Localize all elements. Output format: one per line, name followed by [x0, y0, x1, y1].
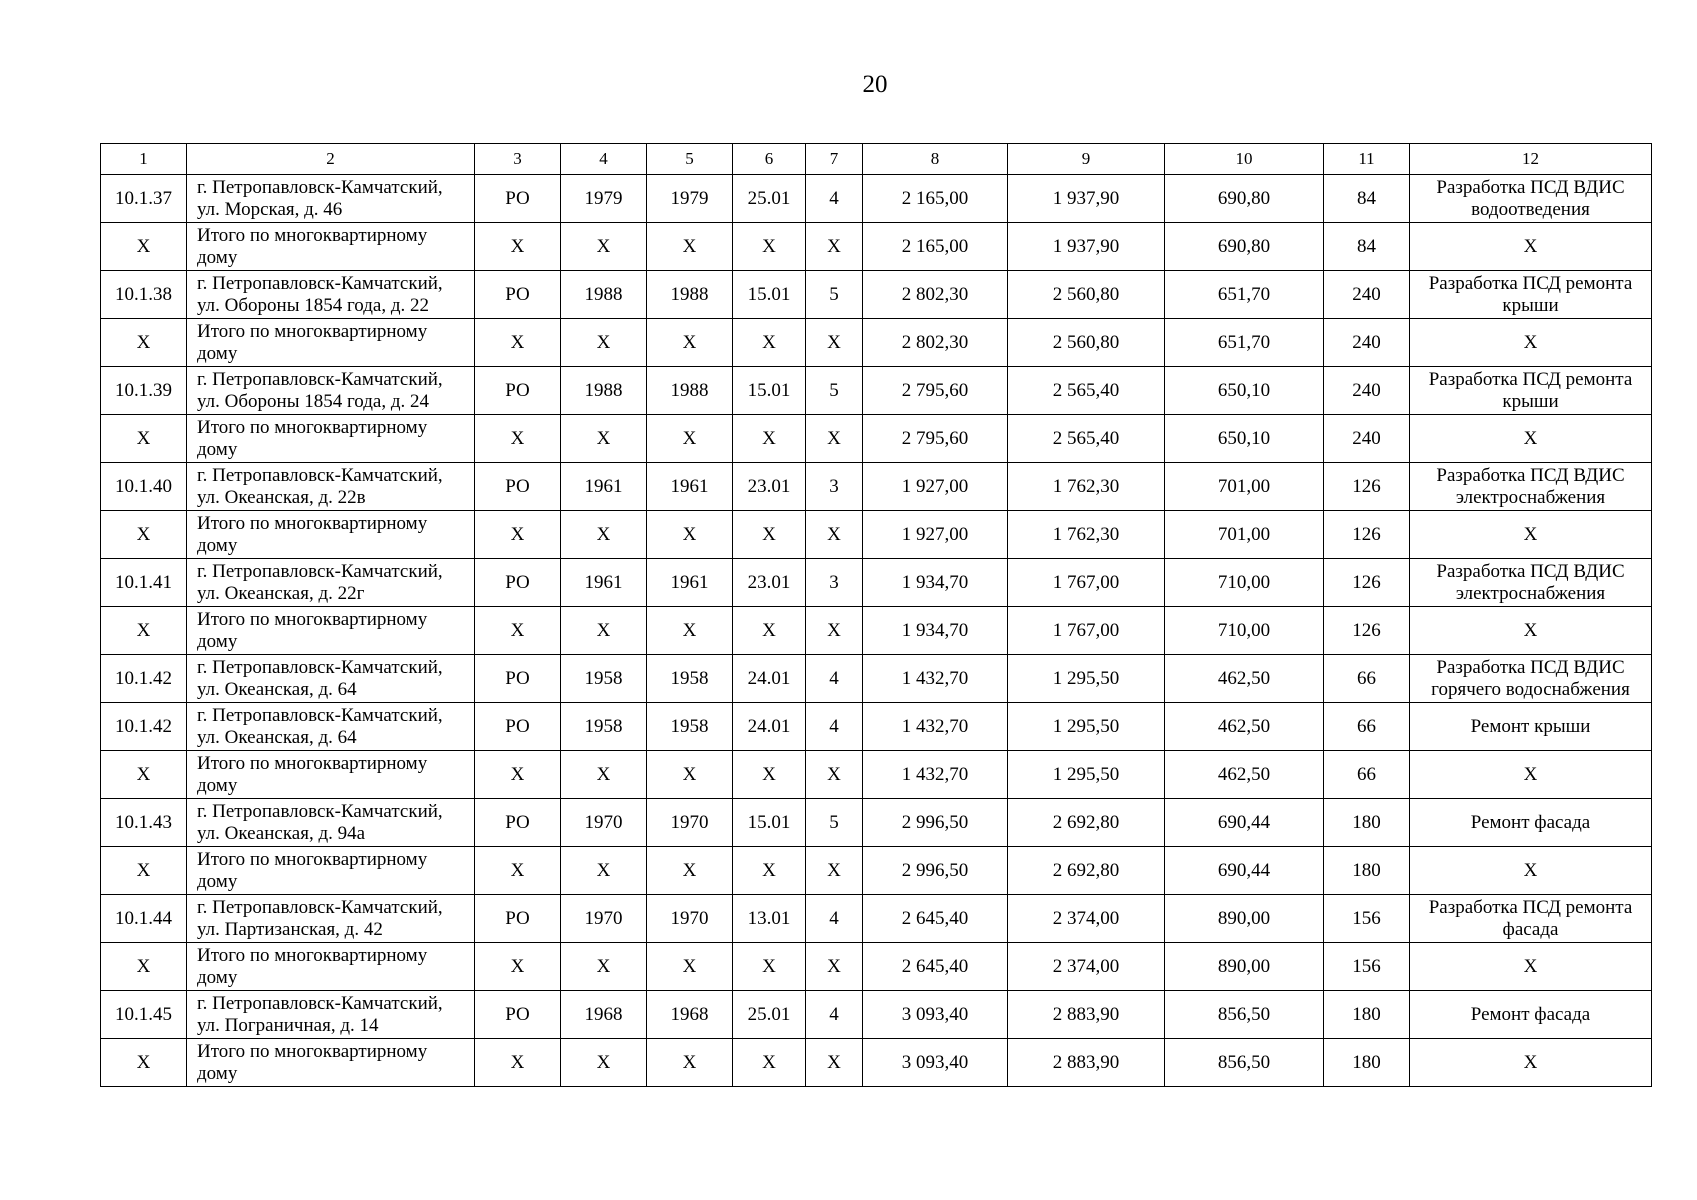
table-cell-col-10: 710,00 — [1165, 607, 1324, 655]
table-cell-col-4: Х — [561, 943, 647, 991]
table-cell-col-10: 690,80 — [1165, 175, 1324, 223]
table-cell-col-1: Х — [101, 511, 187, 559]
table-cell-col-3: Х — [475, 223, 561, 271]
table-cell-col-8: 2 996,50 — [863, 847, 1008, 895]
table-row — [101, 991, 1652, 1039]
table-cell-col-10: 462,50 — [1165, 655, 1324, 703]
table-cell-col-9: 2 883,90 — [1008, 1039, 1165, 1087]
table-cell-col-1: 10.1.44 — [101, 895, 187, 943]
table-cell-col-10: 462,50 — [1165, 703, 1324, 751]
table-cell-col-2: Итого по многоквартирному дому — [187, 1039, 475, 1087]
table-cell-col-4: Х — [561, 223, 647, 271]
table-cell-col-9: 1 295,50 — [1008, 751, 1165, 799]
column-header: 7 — [806, 144, 863, 175]
table-cell-col-12: Х — [1410, 319, 1652, 367]
table-cell-col-6: 15.01 — [733, 367, 806, 415]
table-cell-col-10: 651,70 — [1165, 271, 1324, 319]
table-cell-col-6: 13.01 — [733, 895, 806, 943]
table-cell-col-11: 180 — [1324, 991, 1410, 1039]
table-row — [101, 559, 1652, 607]
table-cell-col-8: 3 093,40 — [863, 1039, 1008, 1087]
table-cell-col-6: 24.01 — [733, 703, 806, 751]
table-cell-col-12: Х — [1410, 943, 1652, 991]
table-cell-col-7: Х — [806, 223, 863, 271]
table-cell-col-1: Х — [101, 607, 187, 655]
column-header: 10 — [1165, 144, 1324, 175]
table-cell-col-5: 1968 — [647, 991, 733, 1039]
table-cell-col-12: Разработка ПСД ремонта крыши — [1410, 367, 1652, 415]
table-body — [101, 144, 1652, 1087]
table-cell-col-1: 10.1.39 — [101, 367, 187, 415]
table-cell-col-1: 10.1.41 — [101, 559, 187, 607]
table-cell-col-3: РО — [475, 559, 561, 607]
table-cell-col-8: 2 645,40 — [863, 895, 1008, 943]
table-row — [101, 511, 1652, 559]
table-cell-col-5: 1958 — [647, 655, 733, 703]
table-cell-col-3: Х — [475, 415, 561, 463]
table-cell-col-6: Х — [733, 1039, 806, 1087]
table-cell-col-1: Х — [101, 319, 187, 367]
table-cell-col-3: РО — [475, 271, 561, 319]
table-cell-col-5: Х — [647, 511, 733, 559]
table-cell-col-8: 2 165,00 — [863, 223, 1008, 271]
table-cell-col-1: Х — [101, 847, 187, 895]
table-cell-col-9: 1 767,00 — [1008, 559, 1165, 607]
table-cell-col-5: Х — [647, 1039, 733, 1087]
table-cell-col-6: 23.01 — [733, 559, 806, 607]
table-cell-col-12: Х — [1410, 751, 1652, 799]
table-cell-col-11: 84 — [1324, 175, 1410, 223]
table-row — [101, 463, 1652, 511]
table-cell-col-1: 10.1.37 — [101, 175, 187, 223]
table-cell-col-2: г. Петропавловск-Камчатский, ул. Океанская, д. 64 — [187, 703, 475, 751]
table-cell-col-8: 2 802,30 — [863, 319, 1008, 367]
table-cell-col-2: Итого по многоквартирному дому — [187, 943, 475, 991]
table-cell-col-9: 2 560,80 — [1008, 319, 1165, 367]
column-header: 5 — [647, 144, 733, 175]
table-cell-col-4: 1988 — [561, 271, 647, 319]
table-cell-col-4: 1988 — [561, 367, 647, 415]
table-row — [101, 847, 1652, 895]
table-cell-col-3: Х — [475, 1039, 561, 1087]
table-cell-col-12: Разработка ПСД ВДИС электроснабжения — [1410, 463, 1652, 511]
table-cell-col-5: Х — [647, 943, 733, 991]
table-cell-col-4: Х — [561, 511, 647, 559]
table-cell-col-2: г. Петропавловск-Камчатский, ул. Партизанская, д. 42 — [187, 895, 475, 943]
table-cell-col-5: 1961 — [647, 463, 733, 511]
table-cell-col-12: Ремонт фасада — [1410, 991, 1652, 1039]
column-header: 1 — [101, 144, 187, 175]
table-row — [101, 943, 1652, 991]
table-cell-col-12: Х — [1410, 607, 1652, 655]
table-cell-col-5: Х — [647, 847, 733, 895]
table-cell-col-3: РО — [475, 367, 561, 415]
table-cell-col-9: 2 883,90 — [1008, 991, 1165, 1039]
table-cell-col-5: 1970 — [647, 799, 733, 847]
table-cell-col-7: Х — [806, 943, 863, 991]
table-cell-col-9: 1 937,90 — [1008, 223, 1165, 271]
table-cell-col-12: Ремонт фасада — [1410, 799, 1652, 847]
table-cell-col-8: 1 432,70 — [863, 751, 1008, 799]
table-cell-col-6: 23.01 — [733, 463, 806, 511]
table-cell-col-3: Х — [475, 511, 561, 559]
table-cell-col-9: 1 762,30 — [1008, 463, 1165, 511]
table-cell-col-10: 690,44 — [1165, 799, 1324, 847]
table-cell-col-9: 1 762,30 — [1008, 511, 1165, 559]
table-row — [101, 895, 1652, 943]
table-cell-col-5: 1958 — [647, 703, 733, 751]
table-cell-col-4: 1961 — [561, 559, 647, 607]
table-row — [101, 223, 1652, 271]
table-cell-col-11: 240 — [1324, 367, 1410, 415]
table-cell-col-10: 690,80 — [1165, 223, 1324, 271]
table-cell-col-8: 1 927,00 — [863, 463, 1008, 511]
table-cell-col-8: 2 645,40 — [863, 943, 1008, 991]
table-cell-col-5: 1961 — [647, 559, 733, 607]
table-cell-col-4: Х — [561, 415, 647, 463]
table-cell-col-11: 126 — [1324, 559, 1410, 607]
table-cell-col-12: Х — [1410, 847, 1652, 895]
column-header: 4 — [561, 144, 647, 175]
table-cell-col-2: Итого по многоквартирному дому — [187, 511, 475, 559]
table-cell-col-9: 2 374,00 — [1008, 943, 1165, 991]
table-cell-col-11: 180 — [1324, 847, 1410, 895]
table-cell-col-7: 4 — [806, 703, 863, 751]
table-cell-col-7: 5 — [806, 799, 863, 847]
table-cell-col-10: 701,00 — [1165, 511, 1324, 559]
table-cell-col-3: Х — [475, 943, 561, 991]
table-cell-col-12: Х — [1410, 223, 1652, 271]
table-cell-col-10: 651,70 — [1165, 319, 1324, 367]
table-cell-col-7: 5 — [806, 367, 863, 415]
table-cell-col-3: РО — [475, 991, 561, 1039]
table-cell-col-10: 890,00 — [1165, 895, 1324, 943]
table-cell-col-2: г. Петропавловск-Камчатский, ул. Пограничная, д. 14 — [187, 991, 475, 1039]
table-cell-col-10: 701,00 — [1165, 463, 1324, 511]
table-cell-col-6: 25.01 — [733, 175, 806, 223]
table-cell-col-9: 2 374,00 — [1008, 895, 1165, 943]
table-cell-col-4: 1958 — [561, 655, 647, 703]
column-header: 12 — [1410, 144, 1652, 175]
table-cell-col-1: 10.1.38 — [101, 271, 187, 319]
table-cell-col-11: 66 — [1324, 655, 1410, 703]
table-cell-col-3: РО — [475, 799, 561, 847]
table-cell-col-5: 1979 — [647, 175, 733, 223]
table-cell-col-12: Х — [1410, 1039, 1652, 1087]
table-cell-col-7: 4 — [806, 655, 863, 703]
table-cell-col-11: 156 — [1324, 895, 1410, 943]
table-cell-col-3: Х — [475, 319, 561, 367]
table-cell-col-5: Х — [647, 223, 733, 271]
table-cell-col-2: г. Петропавловск-Камчатский, ул. Морская, д. 46 — [187, 175, 475, 223]
table-cell-col-11: 126 — [1324, 511, 1410, 559]
table-cell-col-6: Х — [733, 511, 806, 559]
table-cell-col-12: Х — [1410, 511, 1652, 559]
table-cell-col-3: Х — [475, 751, 561, 799]
table-cell-col-10: 710,00 — [1165, 559, 1324, 607]
table-cell-col-10: 890,00 — [1165, 943, 1324, 991]
table-cell-col-8: 2 795,60 — [863, 367, 1008, 415]
table-cell-col-4: Х — [561, 847, 647, 895]
table-cell-col-9: 2 565,40 — [1008, 367, 1165, 415]
table-cell-col-2: г. Петропавловск-Камчатский, ул. Океанская, д. 94а — [187, 799, 475, 847]
table-cell-col-6: Х — [733, 319, 806, 367]
table-cell-col-5: Х — [647, 319, 733, 367]
table-cell-col-8: 2 996,50 — [863, 799, 1008, 847]
table-cell-col-4: 1979 — [561, 175, 647, 223]
table-cell-col-1: 10.1.42 — [101, 655, 187, 703]
table-cell-col-10: 856,50 — [1165, 991, 1324, 1039]
table-cell-col-3: РО — [475, 463, 561, 511]
table-cell-col-2: Итого по многоквартирному дому — [187, 751, 475, 799]
table-cell-col-9: 2 692,80 — [1008, 847, 1165, 895]
table-cell-col-11: 126 — [1324, 607, 1410, 655]
table-cell-col-3: РО — [475, 703, 561, 751]
table-cell-col-1: Х — [101, 751, 187, 799]
table-cell-col-2: Итого по многоквартирному дому — [187, 847, 475, 895]
table-cell-col-10: 462,50 — [1165, 751, 1324, 799]
table-cell-col-1: 10.1.40 — [101, 463, 187, 511]
table-cell-col-6: 15.01 — [733, 271, 806, 319]
table-row — [101, 607, 1652, 655]
table-cell-col-6: Х — [733, 415, 806, 463]
table-cell-col-9: 1 937,90 — [1008, 175, 1165, 223]
table-cell-col-7: Х — [806, 607, 863, 655]
table-cell-col-2: Итого по многоквартирному дому — [187, 319, 475, 367]
table-row — [101, 1039, 1652, 1087]
table-cell-col-3: Х — [475, 847, 561, 895]
column-header: 6 — [733, 144, 806, 175]
table-cell-col-1: Х — [101, 415, 187, 463]
table-cell-col-9: 2 565,40 — [1008, 415, 1165, 463]
table-cell-col-2: г. Петропавловск-Камчатский, ул. Океанская, д. 22г — [187, 559, 475, 607]
table-cell-col-6: 24.01 — [733, 655, 806, 703]
table-cell-col-7: Х — [806, 415, 863, 463]
page-number: 20 — [862, 71, 888, 98]
table-cell-col-4: Х — [561, 607, 647, 655]
table-cell-col-11: 180 — [1324, 799, 1410, 847]
table-cell-col-6: Х — [733, 943, 806, 991]
table-cell-col-3: РО — [475, 175, 561, 223]
table-row — [101, 703, 1652, 751]
table-cell-col-12: Х — [1410, 415, 1652, 463]
table-cell-col-3: РО — [475, 895, 561, 943]
table-row — [101, 415, 1652, 463]
table-cell-col-10: 650,10 — [1165, 367, 1324, 415]
table-cell-col-2: Итого по многоквартирному дому — [187, 415, 475, 463]
table-cell-col-10: 650,10 — [1165, 415, 1324, 463]
column-header: 11 — [1324, 144, 1410, 175]
table-cell-col-4: Х — [561, 1039, 647, 1087]
table-cell-col-2: Итого по многоквартирному дому — [187, 607, 475, 655]
table-cell-col-7: Х — [806, 751, 863, 799]
data-table — [100, 143, 1652, 1087]
table-cell-col-9: 2 692,80 — [1008, 799, 1165, 847]
table-cell-col-2: г. Петропавловск-Камчатский, ул. Обороны 1854 года, д. 22 — [187, 271, 475, 319]
table-cell-col-11: 84 — [1324, 223, 1410, 271]
table-cell-col-1: 10.1.42 — [101, 703, 187, 751]
table-cell-col-6: Х — [733, 607, 806, 655]
table-cell-col-8: 1 432,70 — [863, 703, 1008, 751]
table-cell-col-1: 10.1.43 — [101, 799, 187, 847]
table-cell-col-6: Х — [733, 847, 806, 895]
table-cell-col-6: Х — [733, 223, 806, 271]
table-cell-col-8: 2 802,30 — [863, 271, 1008, 319]
table-cell-col-4: Х — [561, 319, 647, 367]
column-header: 9 — [1008, 144, 1165, 175]
table-cell-col-2: Итого по многоквартирному дому — [187, 223, 475, 271]
table-cell-col-8: 2 795,60 — [863, 415, 1008, 463]
table-cell-col-12: Разработка ПСД ВДИС водоотведения — [1410, 175, 1652, 223]
table-row — [101, 799, 1652, 847]
table-cell-col-2: г. Петропавловск-Камчатский, ул. Океанская, д. 64 — [187, 655, 475, 703]
table-cell-col-10: 690,44 — [1165, 847, 1324, 895]
table-cell-col-11: 240 — [1324, 415, 1410, 463]
table-cell-col-12: Разработка ПСД ремонта фасада — [1410, 895, 1652, 943]
table-cell-col-12: Разработка ПСД ремонта крыши — [1410, 271, 1652, 319]
table-cell-col-5: 1988 — [647, 367, 733, 415]
table-cell-col-11: 240 — [1324, 319, 1410, 367]
table-cell-col-4: 1970 — [561, 895, 647, 943]
table-row — [101, 271, 1652, 319]
table-cell-col-8: 1 927,00 — [863, 511, 1008, 559]
table-cell-col-9: 1 295,50 — [1008, 655, 1165, 703]
table-cell-col-9: 1 767,00 — [1008, 607, 1165, 655]
table-cell-col-5: Х — [647, 751, 733, 799]
table-cell-col-8: 1 934,70 — [863, 559, 1008, 607]
table-cell-col-8: 1 934,70 — [863, 607, 1008, 655]
table-cell-col-1: Х — [101, 943, 187, 991]
table-cell-col-4: 1968 — [561, 991, 647, 1039]
table-cell-col-2: г. Петропавловск-Камчатский, ул. Обороны 1854 года, д. 24 — [187, 367, 475, 415]
table-cell-col-4: 1958 — [561, 703, 647, 751]
table-cell-col-4: 1961 — [561, 463, 647, 511]
table-cell-col-2: г. Петропавловск-Камчатский, ул. Океанская, д. 22в — [187, 463, 475, 511]
table-cell-col-3: Х — [475, 607, 561, 655]
table-row — [101, 751, 1652, 799]
table-row — [101, 319, 1652, 367]
table-cell-col-12: Ремонт крыши — [1410, 703, 1652, 751]
table-cell-col-5: 1988 — [647, 271, 733, 319]
column-header: 3 — [475, 144, 561, 175]
table-cell-col-4: Х — [561, 751, 647, 799]
table-cell-col-8: 3 093,40 — [863, 991, 1008, 1039]
table-cell-col-5: Х — [647, 607, 733, 655]
table-cell-col-8: 1 432,70 — [863, 655, 1008, 703]
table-cell-col-7: Х — [806, 1039, 863, 1087]
table-cell-col-4: 1970 — [561, 799, 647, 847]
table-cell-col-1: 10.1.45 — [101, 991, 187, 1039]
table-cell-col-7: 4 — [806, 991, 863, 1039]
table-cell-col-12: Разработка ПСД ВДИС горячего водоснабжения — [1410, 655, 1652, 703]
table-cell-col-11: 240 — [1324, 271, 1410, 319]
table-row — [101, 367, 1652, 415]
table-cell-col-10: 856,50 — [1165, 1039, 1324, 1087]
table-cell-col-6: Х — [733, 751, 806, 799]
table-cell-col-3: РО — [475, 655, 561, 703]
table-cell-col-12: Разработка ПСД ВДИС электроснабжения — [1410, 559, 1652, 607]
column-header: 8 — [863, 144, 1008, 175]
table-cell-col-11: 156 — [1324, 943, 1410, 991]
table-row — [101, 175, 1652, 223]
table-cell-col-5: Х — [647, 415, 733, 463]
table-row — [101, 655, 1652, 703]
table-cell-col-9: 1 295,50 — [1008, 703, 1165, 751]
table-header-row — [101, 144, 1652, 175]
table-cell-col-9: 2 560,80 — [1008, 271, 1165, 319]
table-cell-col-7: Х — [806, 847, 863, 895]
table-cell-col-11: 66 — [1324, 751, 1410, 799]
table-cell-col-7: Х — [806, 319, 863, 367]
table-cell-col-7: 5 — [806, 271, 863, 319]
table-cell-col-6: 15.01 — [733, 799, 806, 847]
table-cell-col-6: 25.01 — [733, 991, 806, 1039]
table-cell-col-8: 2 165,00 — [863, 175, 1008, 223]
table-cell-col-7: 3 — [806, 559, 863, 607]
table-cell-col-11: 66 — [1324, 703, 1410, 751]
table-cell-col-11: 180 — [1324, 1039, 1410, 1087]
table-cell-col-7: Х — [806, 511, 863, 559]
table-cell-col-7: 4 — [806, 175, 863, 223]
table-cell-col-7: 4 — [806, 895, 863, 943]
column-header: 2 — [187, 144, 475, 175]
table-cell-col-7: 3 — [806, 463, 863, 511]
table-cell-col-5: 1970 — [647, 895, 733, 943]
table-cell-col-1: Х — [101, 223, 187, 271]
table-cell-col-11: 126 — [1324, 463, 1410, 511]
table-cell-col-1: Х — [101, 1039, 187, 1087]
